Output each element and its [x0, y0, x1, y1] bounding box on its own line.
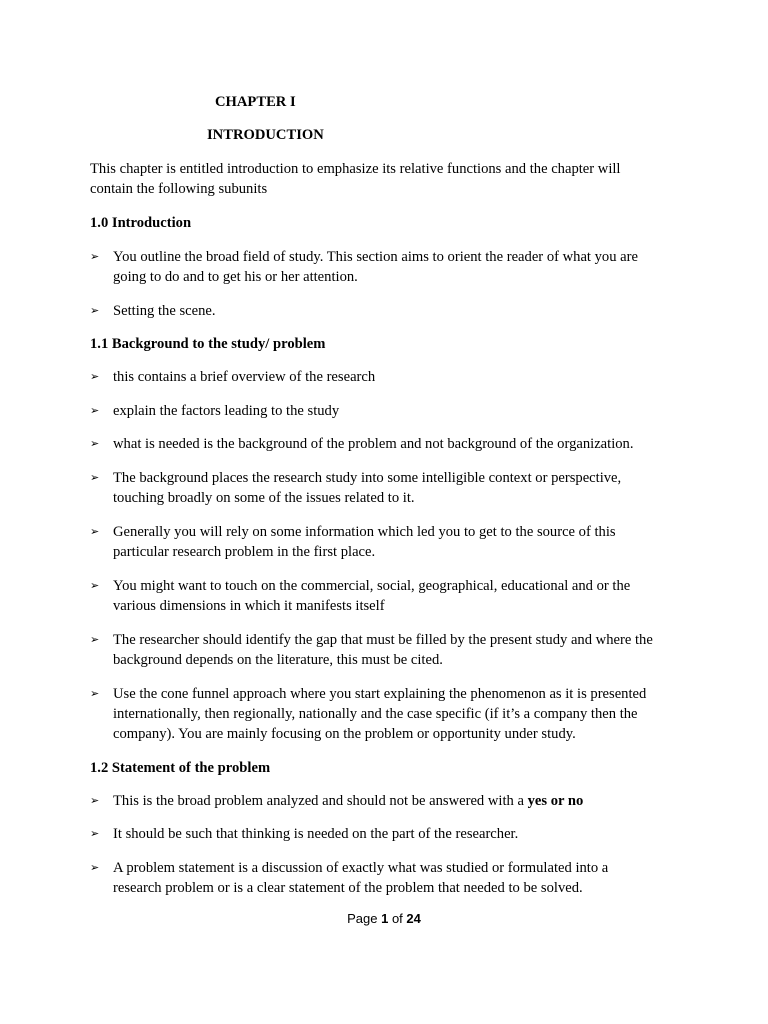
bullet-line: Setting the scene. — [113, 303, 216, 319]
bullet-line: Generally you will rely on some information which led you to get to the source of this — [113, 524, 616, 540]
bullet-line — [113, 791, 693, 811]
section-heading-1-1: 1.1 Background to the study/ problem — [90, 336, 326, 352]
arrow-bullet-icon: ➢ — [90, 304, 100, 317]
emphasis-text: yes or no — [527, 793, 584, 809]
total-pages-number: 24 — [406, 911, 421, 926]
bullet-line: background depends on the literature, this must be cited. — [113, 652, 443, 668]
section-heading-1-0: 1.0 Introduction — [90, 215, 192, 231]
bullet-line: what is needed is the background of the problem and not background of the organization. — [113, 436, 634, 452]
page-word: Page — [347, 911, 378, 926]
of-word: of — [391, 911, 403, 926]
bullet-line: internationally, then regionally, nationally and the case specific (if it’s a company then the — [113, 706, 638, 722]
arrow-bullet-icon: ➢ — [90, 525, 100, 538]
intro-paragraph — [90, 159, 621, 199]
arrow-bullet-icon: ➢ — [90, 827, 100, 840]
arrow-bullet-icon: ➢ — [90, 687, 100, 700]
bullet-line: going to do and to get his or her attention. — [113, 269, 358, 285]
bullet-line: The researcher should identify the gap that must be filled by the present study and where the — [113, 632, 653, 648]
section-heading-1-2: 1.2 Statement of the problem — [90, 760, 271, 776]
intro-line: This chapter is entitled introduction to emphasize its relative functions and the chapter will — [90, 161, 621, 177]
arrow-bullet-icon: ➢ — [90, 370, 100, 383]
chapter-title: INTRODUCTION — [207, 127, 324, 143]
chapter-label: CHAPTER I — [215, 94, 296, 110]
bullet-line: A problem statement is a discussion of exactly what was studied or formulated into a — [113, 860, 609, 876]
bullet-line: research problem or is a clear statement of the problem that needed to be solved. — [113, 880, 583, 896]
bullet-line: company). You are mainly focusing on the problem or opportunity under study. — [113, 726, 576, 742]
bullet-line: Use the cone funnel approach where you start explaining the phenomenon as it is presented — [113, 686, 647, 702]
arrow-bullet-icon: ➢ — [90, 861, 100, 874]
bullet-line: various dimensions in which it manifests itself — [113, 598, 385, 614]
arrow-bullet-icon: ➢ — [90, 437, 100, 450]
intro-line: contain the following subunits — [90, 181, 268, 197]
arrow-bullet-icon: ➢ — [90, 579, 100, 592]
bullet-line: You outline the broad field of study. This section aims to orient the reader of what you are — [113, 249, 638, 265]
bullet-line: You might want to touch on the commercial, social, geographical, educational and or the — [113, 578, 631, 594]
arrow-bullet-icon: ➢ — [90, 250, 100, 263]
bullet-line: explain the factors leading to the study — [113, 403, 340, 419]
bullet-line: touching broadly on some of the issues related to it. — [113, 490, 415, 506]
arrow-bullet-icon: ➢ — [90, 471, 100, 484]
current-page-number: 1 — [381, 911, 389, 926]
bullet-line: particular research problem in the first place. — [113, 544, 376, 560]
bullet-line: this contains a brief overview of the research — [113, 369, 376, 385]
page-footer — [0, 911, 768, 926]
bullet-line: It should be such that thinking is needed on the part of the researcher. — [113, 826, 519, 842]
arrow-bullet-icon: ➢ — [90, 404, 100, 417]
bullet-line: The background places the research study into some intelligible context or perspective, — [113, 470, 622, 486]
bullet-text: This is the broad problem analyzed and should not be answered with a — [113, 793, 528, 809]
arrow-bullet-icon: ➢ — [90, 633, 100, 646]
arrow-bullet-icon: ➢ — [90, 794, 100, 807]
